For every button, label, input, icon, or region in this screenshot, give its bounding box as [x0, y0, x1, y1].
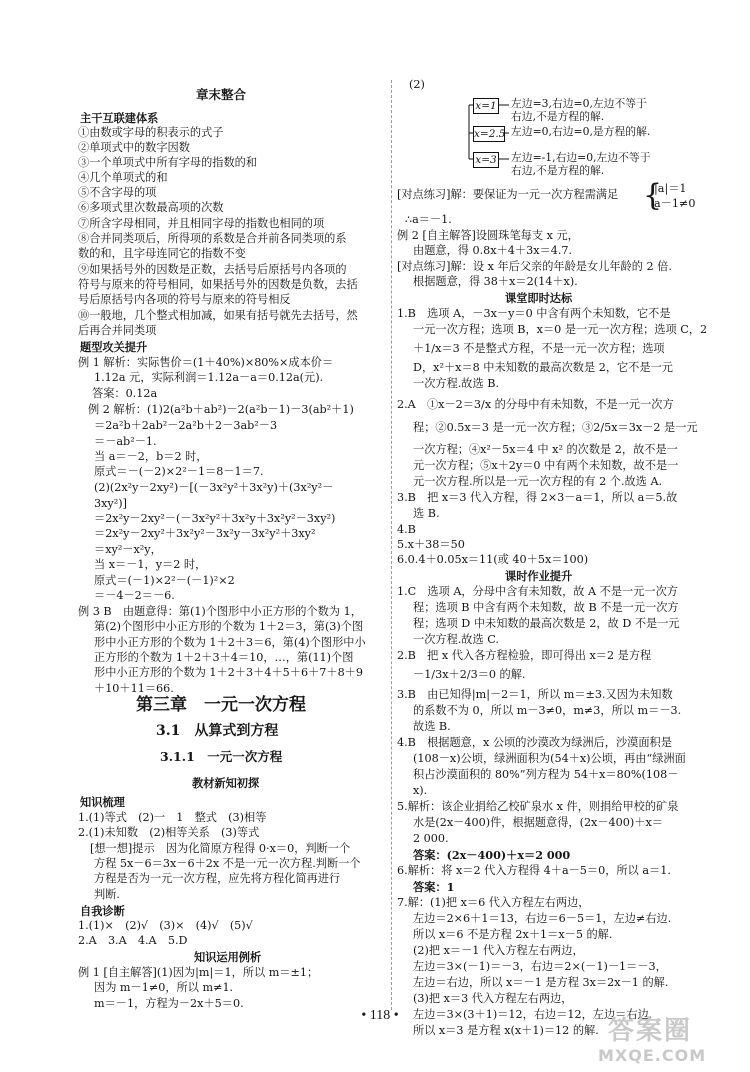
text-line: 课时作业提升 — [505, 569, 573, 583]
text-line: 号后原括号内各项的符号与原来的符号相反 — [78, 293, 291, 306]
text-line: ②单项式中的数字因数 — [78, 141, 190, 154]
text-line: 元一次方程；⑤x＋2y＝0 中有两个未知数，故不是一 — [413, 459, 679, 472]
text-line: 当 a＝－2，b＝2 时， — [94, 450, 208, 463]
text-line: 3xy²)] — [94, 497, 127, 510]
text-line: 第(2)个图形中小正方形的个数为 1＋2＝3，第(3)个图 — [94, 620, 364, 633]
text-line: 第三章 一元一次方程 — [136, 695, 306, 715]
text-line: 7.解：(1)把 x＝6 代入方程左右两边， — [397, 896, 590, 909]
text-line: 元一次方程.所以是一元一次方程的有 2 个.故选 A. — [413, 475, 663, 488]
text-line: |a|＝1 — [654, 182, 687, 195]
text-line: 数的和，且字母连同它的指数不变 — [78, 247, 246, 260]
text-line: [想一想]提示 因为化简原方程得 0·x＝0，判断一个 — [90, 842, 351, 855]
text-line: 1.(1)等式 (2)一 1 整式 (3)相等 — [78, 811, 267, 824]
text-line: 答案：(2x－400)＋x＝2 000 — [413, 848, 571, 862]
text-line: ＝－ab²－1. — [94, 435, 157, 448]
text-line: ＝2x²y－2xy²＋3x²y²－3x²y－3x²y²＋3xy² — [94, 527, 316, 540]
text-line: 水是(2x－400)件，根据题意得，(2x－400)＋x＝ — [413, 816, 663, 829]
text-line: 方程 5x－6＝3x－6＋2x 不是一元一次方程.判断一个 — [94, 857, 361, 870]
text-line: 当 x＝－1，y＝2 时， — [94, 558, 207, 571]
text-line: 教材新知初探 — [192, 776, 260, 790]
text-line: 知识梳理 — [80, 795, 125, 809]
text-line: 答案：0.12a — [92, 387, 158, 400]
text-line: 知识运用例析 — [194, 950, 262, 964]
text-line: 6.解析：将 x＝2 代入方程得 4＋a－5＝0，所以 a＝1. — [397, 864, 671, 877]
text-line: 形中小正方形的个数为 1＋2＋3＝6，第(4)个图形中小 — [94, 636, 366, 649]
flow-text: 右边,不是方程的解. — [511, 110, 605, 123]
text-line: 左边＝2×6＋1＝13，右边＝6－5＝1，左边≠右边. — [413, 912, 672, 925]
text-line: 自我诊断 — [80, 904, 125, 918]
text-line: ＝－4－2＝－6. — [94, 589, 175, 602]
text-line: ＋1/x＝3 不是整式方程，不是一元一次方程；选项 — [413, 342, 665, 355]
brace-symbol: { — [643, 178, 663, 213]
text-line: 原式＝(－1)×2²－(－1)²×2 — [94, 574, 235, 587]
solution-flowchart — [465, 94, 697, 178]
text-line: 左边＝3×(－1)＝－3，右边＝2×(－1)－1＝－3， — [413, 960, 667, 973]
text-line: 3.B 把 x＝3 代入方程，得 2×3－a＝1，所以 a＝5.故 — [397, 491, 678, 504]
text-line: －1/3x＋2/3＝0 的解. — [413, 668, 526, 681]
watermark-title: 答案圈 — [608, 1016, 693, 1046]
text-line: 一次方程.故选 B. — [413, 377, 500, 390]
text-line: [对点练习]解：要保证为一元一次方程需满足 — [397, 188, 619, 201]
column-divider — [391, 80, 393, 1010]
text-line: 符号与原来的符号相同，如果括号外的因数是负数，去括 — [78, 278, 358, 291]
text-line: ＝xy²－x²y， — [94, 543, 162, 556]
flow-text: 右边,不是方程的解. — [511, 164, 605, 177]
text-line: 例 1 解析：实际售价＝(1＋40%)×80%×成本价＝ — [78, 356, 334, 369]
text-line: ④几个单项式的和 — [78, 171, 168, 184]
text-line: 3.B 由已知得|m|－2＝1，所以 m＝±3.又因为未知数 — [397, 688, 673, 701]
text-line: ⑥多项式里次数最高项的次数 — [78, 201, 224, 214]
text-line: 6.0.4＋0.05x＝11(或 40＋5x＝100) — [397, 553, 589, 566]
text-line: 4.B 根据题意，x 公顷的沙漠改为绿洲后，沙漠面积是 — [397, 736, 672, 749]
text-line: ⑦所含字母相同，并且相同字母的指数也相同的项 — [78, 217, 325, 230]
text-line: ＋10＋11＝66. — [94, 682, 174, 695]
text-line: (108－x)公顷，绿洲面积为(54＋x)公顷，再由“绿洲面 — [413, 752, 686, 765]
watermark-url: MXQE.COM — [598, 1046, 707, 1065]
text-line: 2.A 3.A 4.A 5.D — [78, 934, 188, 947]
text-line: (2)把 x＝－1 代入方程左右两边， — [413, 944, 584, 957]
flow-node: x=1 — [473, 98, 499, 114]
text-line: (3)把 x＝3 代入方程左右两边， — [413, 992, 573, 1005]
text-line: 3.1.1 一元一次方程 — [160, 749, 283, 764]
text-line: 3.1 从算式到方程 — [156, 723, 279, 739]
flow-text: 左边=-1,右边=0,左边不等于 — [511, 151, 651, 164]
text-line: 左边＝3×(3＋1)＝12，右边＝12，左边＝右边. — [413, 1008, 653, 1021]
text-line: 由题意，得 0.8x＋4＋3x＝4.7. — [413, 244, 573, 257]
text-line: ⑨如果括号外的因数是正数，去括号后原括号内各项的 — [78, 263, 347, 276]
text-line: 方程是否为一元一次方程，应先将方程化简再进行 — [94, 872, 341, 885]
text-line: 后再合并同类项 — [78, 324, 157, 337]
text-line: 例 2 [自主解答]设圆珠笔每支 x 元， — [397, 229, 579, 242]
text-line: 的系数不为 0，所以 m－3≠0，m≠3，所以 m＝－3. — [413, 704, 682, 717]
text-line: 程；②0.5x＝3 是一元一次方程；③2/5x＝3x－2 是一元 — [413, 421, 698, 434]
text-line: 所以 x＝3 是方程 x(x＋1)＝12 的解. — [413, 1024, 599, 1037]
text-line: (2)(2x²y－2xy²)－[(－3x²y²＋3x²y)＋(3x²y²－ — [94, 481, 334, 494]
flow-text: 左边=3,右边=0,左边不等于 — [511, 97, 647, 110]
text-line: 原式＝－(－2)×2²－1＝8－1＝7. — [94, 465, 264, 478]
text-line: x). — [413, 784, 428, 797]
flow-connectors — [465, 94, 697, 178]
text-line: ①由数或字母的积表示的式子 — [78, 126, 224, 139]
text-line: 主干互联建体系 — [80, 111, 159, 125]
text-line: 因为 m－1≠0，所以 m≠1. — [94, 981, 234, 994]
text-line: 判断. — [94, 888, 120, 901]
text-line: 形中小正方形的个数为 1＋2＋3＋4＋5＋6＋7＋8＋9 — [94, 666, 363, 679]
text-line: 正方形的个数为 1＋2＋3＋4＝10，…，第(11)个图 — [94, 651, 354, 664]
text-line: ⑤不含字母的项 — [78, 186, 157, 199]
text-line: ＝2a²b＋2ab²－2a²b＋2－3ab²－3 — [94, 419, 278, 432]
text-line: 故选 B. — [413, 720, 451, 733]
text-line: 5.x＋38＝50 — [397, 538, 465, 551]
text-line: 课堂即时达标 — [505, 291, 573, 305]
text-line: ③一个单项式中所有字母的指数的和 — [78, 156, 258, 169]
text-line: 2 000. — [413, 832, 449, 845]
text-line: 2.B 把 x 代入各方程检验，即可得出 x＝2 是方程 — [397, 649, 652, 662]
text-line: 1.C 选项 A，分母中含有未知数，故 A 不是一元一次方 — [397, 585, 678, 598]
text-line: 程；选项 D 中未知数的最高次数是 2，故 D 不是一元 — [413, 617, 680, 630]
text-line: 1.(1)× (2)√ (3)× (4)√ (5)√ — [78, 919, 253, 932]
page-number: • 118 • — [361, 1008, 399, 1023]
text-line: D，x²＋x＝8 中未知数的最高次数是 2，它不是一元 — [413, 361, 673, 374]
text-line: 5.解析：该企业捐给乙校矿泉水 x 件，则捐给甲校的矿泉 — [397, 800, 679, 813]
text-line: 1.B 选项 A，－3x－y＝0 中含有两个未知数，它不是 — [397, 307, 671, 320]
text-line: ＝2x²y－2xy²－(－3x²y²＋3x²y＋3x²y²－3xy²) — [94, 512, 336, 525]
text-line: 程；选项 B 中含有两个未知数，故 B 不是一元一次方 — [413, 601, 679, 614]
text-line: 例 2 解析：(1)2(a²b＋ab²)－2(a²b－1)－3(ab²＋1) — [88, 403, 354, 416]
text-line: 例 1 [自主解答](1)因为|m|＝1，所以 m＝±1； — [78, 966, 319, 979]
text-line: 答案：1 — [413, 880, 455, 894]
text-line: [对点练习]解：设 x 年后父亲的年龄是女儿年龄的 2 倍. — [397, 260, 672, 273]
text-line: 1.12a 元，实际利润＝1.12a－a＝0.12a(元). — [94, 371, 324, 384]
text-line: 2.(1)未知数 (2)相等关系 (3)等式 — [78, 826, 260, 839]
text-line: ⑩一般地，几个整式相加减，如果有括号就先去括号，然 — [78, 309, 358, 322]
text-line: 根据题意，得 38＋x＝2(14＋x). — [413, 275, 578, 288]
text-line: m＝－1，方程为－2x＋5＝0. — [94, 997, 244, 1010]
text-line: 一次方程.故选 C. — [413, 633, 499, 646]
text-line: 2.A ①x－2＝3/x 的分母中有未知数，不是一元一次方 — [397, 398, 674, 411]
text-line: 选 B. — [413, 507, 440, 520]
flow-text: 左边=0,右边=0,是方程的解. — [511, 125, 651, 138]
text-line: 章末整合 — [196, 87, 247, 102]
text-line: 一元一次方程；选项 B，x＝0 是一元一次方程；选项 C，2 — [413, 323, 708, 336]
flow-node: x=2.5 — [474, 128, 506, 140]
text-line: 例 3 B 由题意得：第(1)个图形中小正方形的个数为 1， — [78, 605, 362, 618]
text-line: ∴a＝－1. — [405, 213, 452, 226]
text-line: 一次方程；④x²－5x＝4 中 x² 的次数是 2，故不是一 — [413, 443, 678, 456]
text-line: 题型攻关提升 — [80, 340, 148, 354]
flow-node: x=3 — [473, 152, 499, 168]
text-line: 4.B — [397, 523, 416, 536]
text-line: ⑧合并同类项后，所得项的系数是合并前各同类项的系 — [78, 232, 347, 245]
text-line: (2) — [409, 78, 425, 91]
text-line: 所以 x＝6 不是方程 2x＋1＝x－5 的解. — [413, 928, 613, 941]
watermark-logo — [590, 1010, 740, 1068]
text-line: 积占沙漠面积的 80%”列方程为 54＋x＝80%(108－ — [413, 768, 679, 781]
text-line: 左边＝右边，所以 x＝－1 是方程 3x＝2x－1 的解. — [413, 976, 669, 989]
text-line: a－1≠0 — [654, 197, 696, 210]
